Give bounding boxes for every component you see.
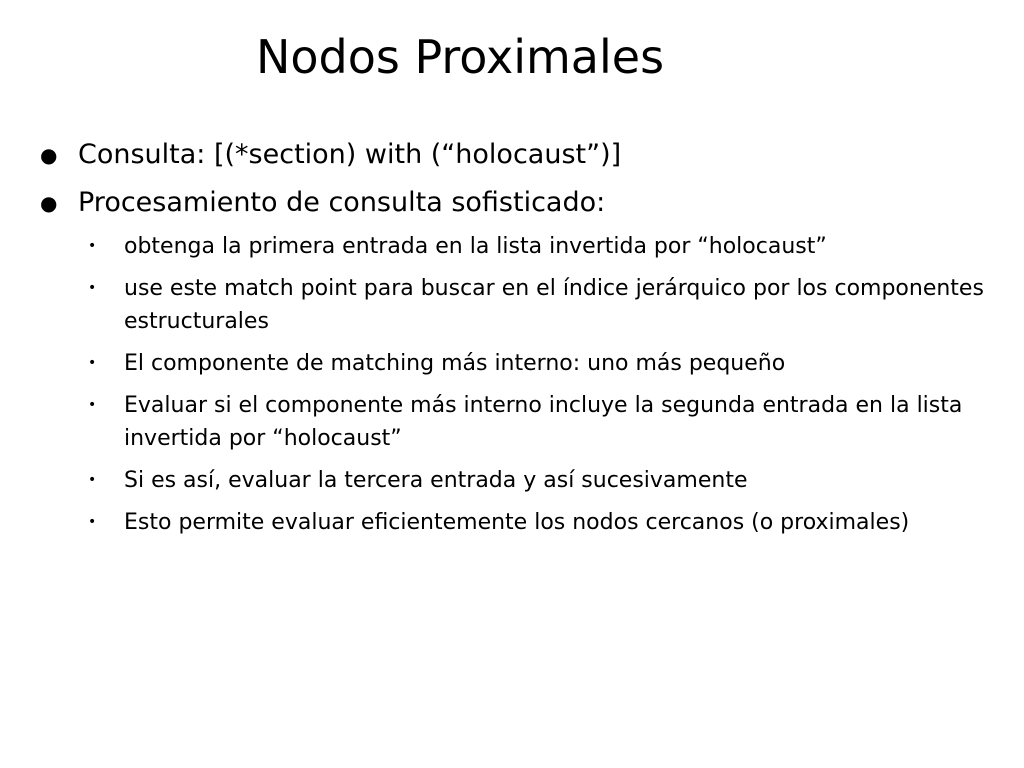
bullet-dot-icon: ● [40, 143, 58, 167]
sub-bullet-item [84, 347, 984, 380]
sub-bullet-dot-icon: • [88, 238, 97, 254]
sub-bullet-text: Si es así, evaluar la tercera entrada y así sucesivamente [124, 468, 748, 493]
sub-bullet-item [84, 506, 984, 539]
sub-bullet-text: obtenga la primera entrada en la lista invertida por “holocaust” [124, 234, 827, 259]
sub-bullet-text: El componente de matching más interno: uno más pequeño [124, 351, 786, 376]
sub-bullet-dot-icon: • [88, 355, 97, 371]
sub-bullet-item [84, 389, 984, 455]
sub-bullet-dot-icon: • [88, 514, 97, 530]
bullet-text: Procesamiento de consulta sofisticado: [78, 187, 606, 218]
sub-bullet-dot-icon: • [88, 472, 97, 488]
sub-bullet-list [84, 230, 984, 548]
sub-bullet-item [84, 230, 984, 263]
sub-bullet-text: use este match point para buscar en el índice jerárquico por los componentes estructurales [124, 276, 984, 334]
sub-bullet-text: Esto permite evaluar eficientemente los nodos cercanos (o proximales) [124, 510, 910, 535]
slide-title: Nodos Proximales [255, 30, 665, 84]
bullet-text: Consulta: [(*section) with (“holocaust”)] [78, 139, 622, 170]
sub-bullet-dot-icon: • [88, 397, 97, 413]
sub-bullet-dot-icon: • [88, 280, 97, 296]
bullet-dot-icon: ● [40, 191, 58, 215]
sub-bullet-item [84, 464, 984, 497]
sub-bullet-item [84, 272, 984, 338]
sub-bullet-text: Evaluar si el componente más interno incluye la segunda entrada en la lista invertida por “holocaust” [124, 393, 963, 451]
